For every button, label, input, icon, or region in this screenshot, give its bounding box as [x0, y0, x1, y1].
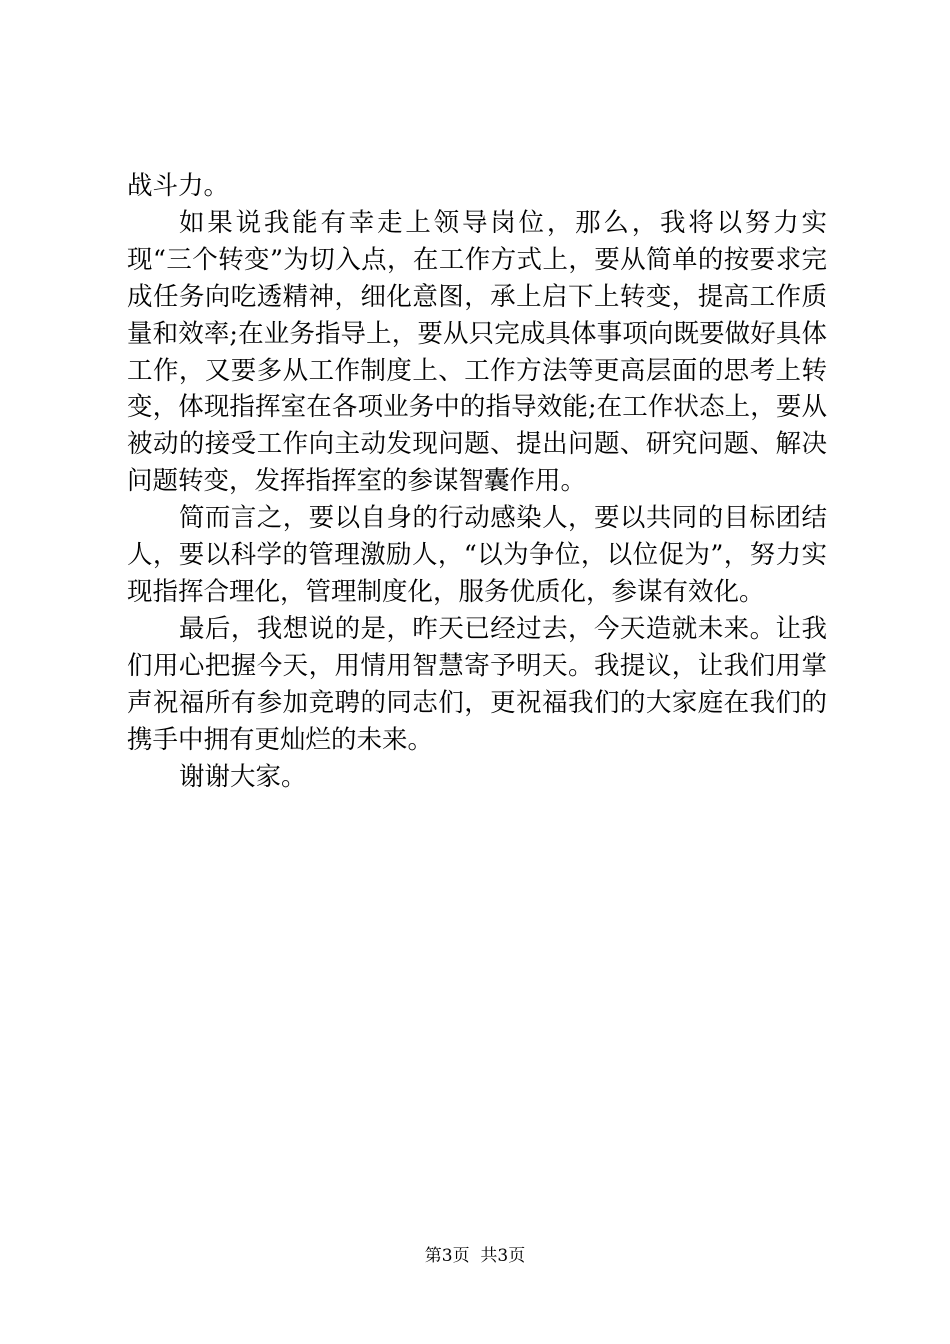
- document-body: [127, 168, 827, 795]
- page-number: 第3页 共3页: [424, 1246, 526, 1266]
- paragraph-summary: 简而言之，要以自身的行动感染人，要以共同的目标团结人，要以科学的管理激励人，“以为争位，以位促为”，努力实现指挥合理化，管理制度化，服务优质化，参谋有效化。: [127, 503, 827, 607]
- paragraph-three-transformations: 如果说我能有幸走上领导岗位，那么，我将以努力实现“三个转变”为切入点，在工作方式上，要从简单的按要求完成任务向吃透精神，细化意图，承上启下上转变，提高工作质量和效率;在业务指导上，要从只完成具体事项向既要做好具体工作，又要多从工作制度上、工作方法等更高层面的思考上转变，体现指挥室在各项业务中的指导效能;在工作状态上，要从被动的接受工作向主动发现问题、提出问题、研究问题、解决问题转变，发挥指挥室的参谋智囊作用。: [127, 207, 827, 497]
- paragraph-thanks: 谢谢大家。: [179, 761, 307, 792]
- paragraph-closing: 最后，我想说的是，昨天已经过去，今天造就未来。让我们用心把握今天，用情用智慧寄予明天。我提议，让我们用掌声祝福所有参加竞聘的同志们，更祝福我们的大家庭在我们的携手中拥有更灿烂的未来。: [127, 613, 827, 755]
- page-footer: [0, 1245, 950, 1267]
- paragraph-continuation: 战斗力。: [127, 171, 230, 201]
